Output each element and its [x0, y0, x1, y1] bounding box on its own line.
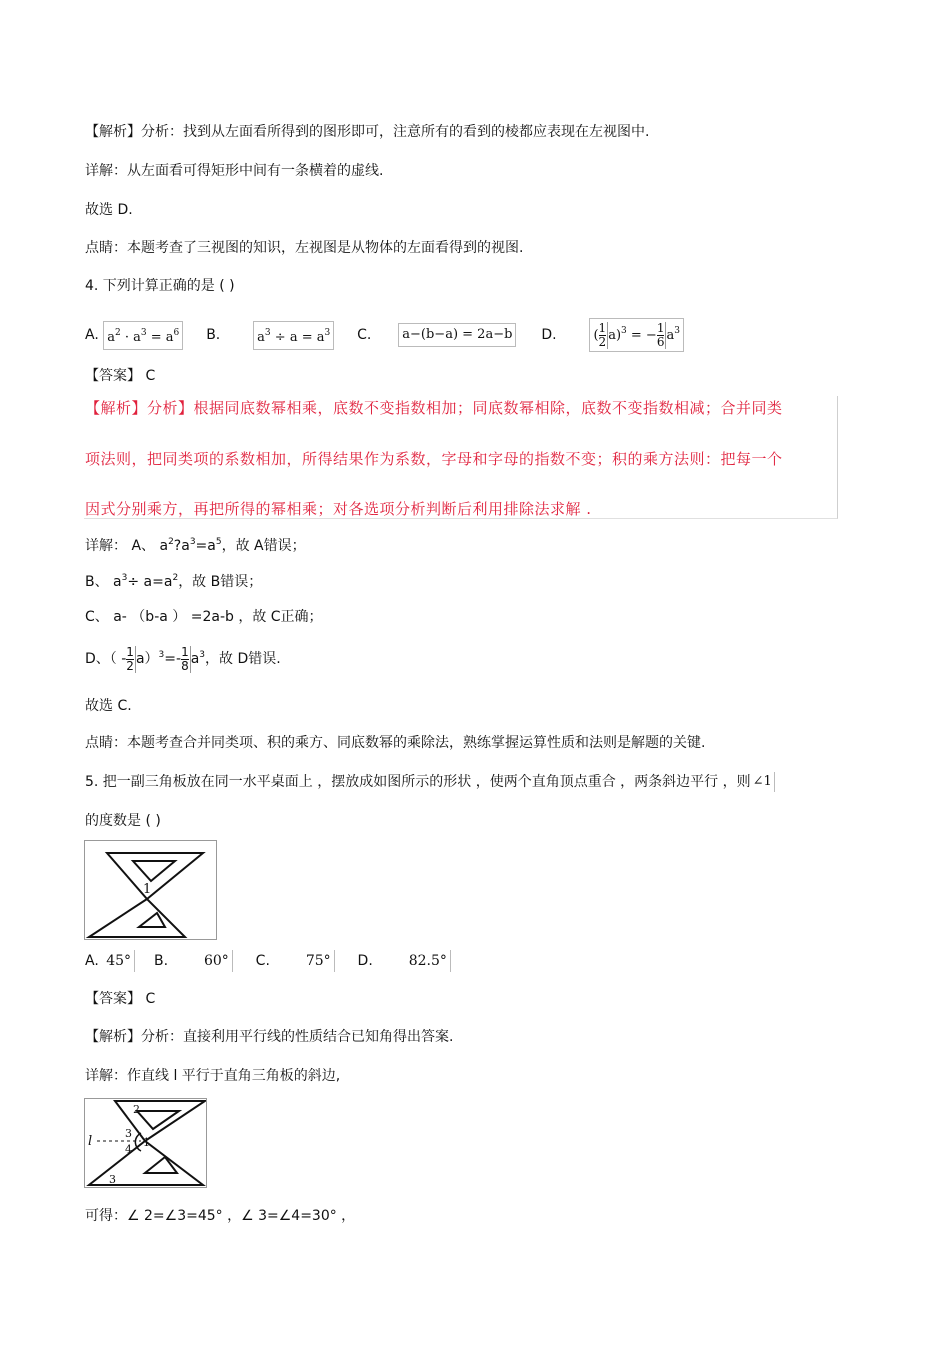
q4-option-c: a−(b−a) = 2a−b	[398, 323, 516, 347]
q4-answer: 【答案】 C	[85, 368, 156, 384]
q5-option-d-label: D.	[357, 953, 373, 969]
q4-option-a: $a^2 \cdot a^3 = a^6$	[103, 321, 183, 350]
q5-answer: 【答案】 C	[85, 991, 156, 1007]
set-squares-auxiliary-figure	[85, 1099, 206, 1187]
q5-option-b-label: B.	[153, 953, 169, 969]
angle-2-label: 2	[133, 1103, 140, 1116]
analysis-paragraph: 【解析】分析：找到从左面看所得到的图形即可，注意所有的看到的棱都应表现在左视图中.	[85, 124, 650, 140]
angle-3-bottom-label: 3	[109, 1173, 116, 1186]
q4-detail-d: D、（ - $\frac{1}{2}$ a）$^3$=- $\frac{1}{8}$ $a^3$，故 D错误.	[85, 644, 281, 673]
detail-paragraph: 详解：从左面看可得矩形中间有一条横着的虚线.	[85, 163, 384, 179]
q4-options	[85, 318, 684, 352]
q5-option-c: 75°	[303, 950, 335, 972]
q5-option-c-label: C.	[255, 953, 270, 969]
q4-option-b: $a^3 \div a = a^3$	[253, 321, 334, 350]
q4-choose: 故选 C.	[85, 698, 132, 714]
q5-result: 可得：∠ 2=∠3=45° ，∠ 3=∠4=30° ，	[85, 1208, 356, 1224]
q5-options	[85, 950, 451, 972]
line-l-label: l	[88, 1134, 93, 1149]
angle-symbol: ∠1	[751, 772, 775, 792]
q5-figure	[84, 840, 217, 940]
q4-option-a-label: A.	[85, 327, 99, 343]
q4-detail-c: C、 a- （b-a ） =2a-b ，故 C正确；	[85, 609, 323, 625]
q5-analysis: 【解析】分析：直接利用平行线的性质结合已知角得出答案.	[85, 1029, 454, 1045]
q4-detail-a: 详解： A、 $a^2?a^3=a^5$，故 A错误；	[85, 537, 306, 554]
q5-stem-line2: 的度数是 ( )	[85, 813, 161, 829]
q5-detail: 详解：作直线 l 平行于直角三角板的斜边,	[85, 1068, 341, 1084]
q4-option-d-label: D.	[541, 327, 557, 343]
choose-paragraph: 故选 D.	[85, 202, 133, 218]
q5-option-b: 60°	[201, 950, 233, 972]
q5-option-a: 45°	[103, 950, 135, 972]
q5-option-a-label: A.	[85, 953, 99, 969]
q5-option-d: 82.5°	[406, 950, 451, 972]
q4-detail-b: B、 $a^3\div a=a^2$，故 B错误；	[85, 573, 263, 590]
q5-figure-2	[84, 1098, 207, 1188]
set-squares-figure	[85, 841, 216, 939]
q4-analysis-line2: 项法则，把同类项的系数相加，所得结果作为系数，字母和字母的指数不变；积的乘方法则：把每一个	[85, 450, 783, 468]
q4-analysis-line1: 【解析】分析】根据同底数幂相乘，底数不变指数相加；同底数幂相除，底数不变指数相减；合并同类	[85, 399, 783, 417]
angle-4-label: 4	[125, 1143, 132, 1156]
q4-option-d: ( $\frac{1}{2}$ a)$^3$ = − $\frac{1}{6}$ $a^3$	[589, 318, 683, 352]
q4-option-c-label: C.	[357, 327, 372, 343]
angle-3-label: 3	[125, 1127, 132, 1140]
note-paragraph: 点睛：本题考查了三视图的知识，左视图是从物体的左面看得到的视图.	[85, 240, 524, 256]
angle-1-label: 1	[143, 882, 152, 897]
angle-1-label: 1	[143, 1136, 150, 1149]
q4-stem: 4. 下列计算正确的是 ( )	[85, 278, 235, 294]
q4-option-b-label: B.	[206, 327, 221, 343]
q4-analysis-line3: 因式分别乘方，再把所得的幂相乘；对各选项分析判断后利用排除法求解 .	[85, 500, 592, 518]
q5-stem-line1: 5. 把一副三角板放在同一水平桌面上 ，摆放成如图所示的形状 ，使两个直角顶点重合 ，两条斜边平行 ，则 ∠1	[85, 772, 775, 792]
q4-note: 点睛：本题考查合并同类项、积的乘方、同底数幂的乘除法，熟练掌握运算性质和法则是解题的关键.	[85, 735, 706, 751]
